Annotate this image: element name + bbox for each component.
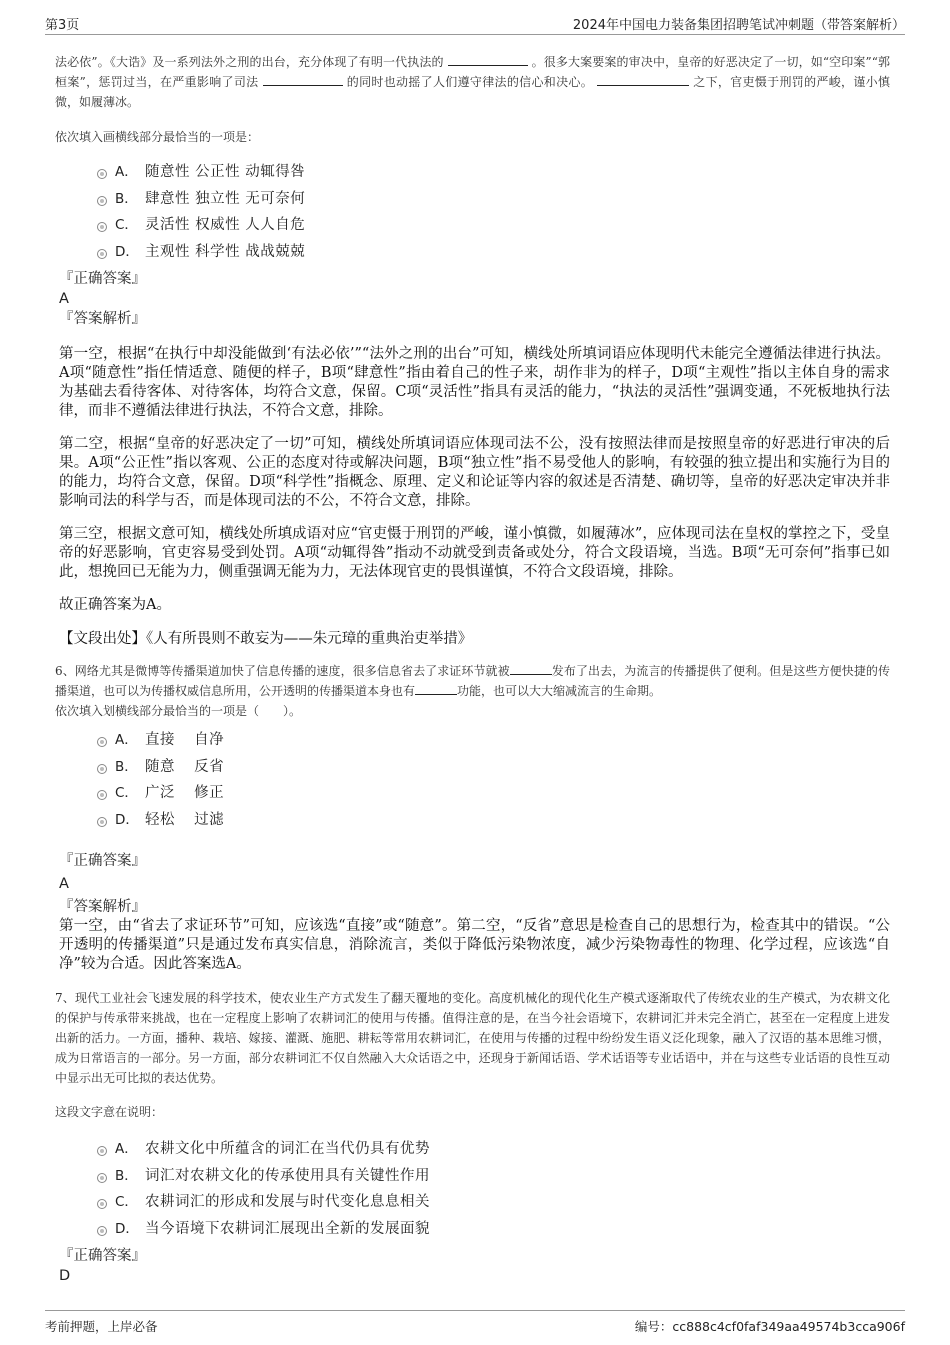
q7-answer: D	[59, 1268, 71, 1284]
page-header	[45, 14, 905, 35]
document-title: 2024年中国电力装备集团招聘笔试冲刺题（带答案解析）	[572, 18, 905, 33]
radio-icon[interactable]	[97, 1173, 107, 1183]
q5-blank-1	[448, 54, 528, 66]
q6-answer-label: 『正确答案』	[59, 853, 146, 869]
q6-analysis: 第一空，由“省去了求证环节”可知，应该选“直接”或“随意”。第二空，“反省”意思是检查自己的思想行为，检查其中的错误。“公开透明的传播渠道”只是通过发布真实信息，消除流言，类似于降低污染物浓度，减少污染物毒性的物理、化学过程，应该选“自净”较为合适。因此答案选A。	[59, 918, 890, 972]
q6-blank-1	[510, 663, 552, 675]
radio-icon[interactable]	[97, 817, 107, 827]
footer-slogan: 考前押题，上岸必备	[45, 1319, 158, 1334]
page-footer	[45, 1310, 905, 1335]
q7-answer-label: 『正确答案』	[59, 1248, 146, 1264]
q6-passage: 6、网络尤其是微博等传播渠道加快了信息传播的速度，很多信息省去了求证环节就被 发布了出去，为流言的传播提供了便利。但是这些方便快捷的传播渠道，也可以为传播权威信息所用，公开透明的传播渠道本身也有 功能，也可以大大缩减流言的生命期。 依次填入划横线部分最恰当的一项是（ ）。	[55, 664, 890, 718]
radio-icon[interactable]	[97, 1146, 107, 1156]
radio-icon[interactable]	[97, 737, 107, 747]
q5-prompt: 依次填入画横线部分最恰当的一项是：	[55, 130, 260, 144]
q5-analysis-paragraph-2: 第二空，根据“皇帝的好恶决定了一切”可知，横线处所填词语应体现司法不公，没有按照法律而是按照皇帝的好恶进行审决的后果。A项“公正性”指以客观、公正的态度对待或解决问题，B项“独立性”指不易受他人的影响，有较强的独立提出和实施行为目的的能力，均符合文意，保留。D项“科学性”指概念、原理、定义和论证等内容的叙述是否清楚、确切等，皇帝的好恶决定审决并非影响司法的科学与否，而是体现司法的不公，不符合文意，排除。	[59, 436, 890, 509]
q7-option-c[interactable]: C． 农耕词汇的形成和发展与时代变化息息相关	[55, 1189, 890, 1216]
radio-icon[interactable]	[97, 222, 107, 232]
q5-passage: 法必依”。《大诰》及一系列法外之刑的出台，充分体现了有明一代执法的 。很多大案要案的审决中，皇帝的好恶决定了一切，如“空印案”“郭桓案”，惩罚过当，在严重影响了司法 的同时也动摇了人们遵守律法的信心和决心。 之下，官吏慑于刑罚的严峻，谨小慎微，如履薄冰。	[55, 55, 890, 109]
q7-option-d[interactable]: D． 当今语境下农耕词汇展现出全新的发展面貌	[55, 1216, 890, 1243]
radio-icon[interactable]	[97, 249, 107, 259]
q6-answer: A	[59, 876, 69, 892]
q5-answer: A	[59, 291, 69, 307]
q5-option-c[interactable]: C． 灵活性 权威性 人人自危	[55, 212, 890, 239]
document-id: 编号：cc888c4cf0faf349aa49574b3cca906f	[634, 1319, 905, 1334]
q7-prompt: 这段文字意在说明：	[55, 1105, 164, 1119]
q5-analysis-paragraph-3: 第三空，根据文意可知，横线处所填成语对应“官吏慑于刑罚的严峻，谨小慎微，如履薄冰”，应体现司法在皇权的掌控之下，受皇帝的好恶影响，官吏容易受到处罚。A项“动辄得咎”指动不动就受到责备或处分，符合文段语境，当选。B项“无可奈何”指事已如此，想挽回已无能为力，侧重强调无能为力，无法体现官吏的畏惧谨慎，不符合文段语境，排除。	[59, 526, 890, 580]
radio-icon[interactable]	[97, 1199, 107, 1209]
q7-option-b[interactable]: B． 词汇对农耕文化的传承使用具有关键性作用	[55, 1163, 890, 1190]
radio-icon[interactable]	[97, 790, 107, 800]
page-number: 第3页	[45, 18, 80, 33]
q6-option-d[interactable]: D． 轻松 过滤	[55, 807, 890, 834]
q5-analysis-label: 『答案解析』	[59, 311, 146, 327]
q5-options	[55, 159, 890, 265]
q5-conclusion: 故正确答案为A。	[59, 597, 171, 613]
q5-option-d[interactable]: D． 主观性 科学性 战战兢兢	[55, 239, 890, 266]
q5-blank-3	[597, 74, 689, 86]
q6-option-b[interactable]: B． 随意 反省	[55, 754, 890, 781]
q5-blank-2	[263, 74, 343, 86]
page-content	[55, 40, 890, 1286]
q6-option-a[interactable]: A． 直接 自净	[55, 727, 890, 754]
radio-icon[interactable]	[97, 1226, 107, 1236]
radio-icon[interactable]	[97, 196, 107, 206]
q7-options	[55, 1136, 890, 1242]
q5-source: 【文段出处】《人有所畏则不敢妄为——朱元璋的重典治吏举措》	[59, 631, 473, 647]
q7-passage: 7、现代工业社会飞速发展的科学技术，使农业生产方式发生了翻天覆地的变化。高度机械化的现代化生产模式逐渐取代了传统农业的生产模式，为农耕文化的保护与传承带来挑战，也在一定程度上影响了农耕词汇的使用与传播。值得注意的是，在当今社会语境下，农耕词汇并未完全消亡，甚至在一定程度上进发出新的活力。一方面，播种、栽培、嫁接、灌溉、施肥、耕耘等常用农耕词汇，在使用与传播的过程中纷纷发生语义泛化现象，融入了汉语的基本思维习惯，成为日常语言的一部分。另一方面，部分农耕词汇不仅自然融入大众话语之中，还现身于新闻话语、学术话语等专业话语中，并在与这些专业话语的良性互动中显示出无可比拟的表达优势。	[55, 991, 890, 1085]
q6-options	[55, 727, 890, 833]
q5-option-a[interactable]: A． 随意性 公正性 动辄得咎	[55, 159, 890, 186]
radio-icon[interactable]	[97, 169, 107, 179]
q6-blank-2	[415, 683, 457, 695]
radio-icon[interactable]	[97, 764, 107, 774]
q7-option-a[interactable]: A． 农耕文化中所蕴含的词汇在当代仍具有优势	[55, 1136, 890, 1163]
q5-analysis-paragraph-1: 第一空，根据“在执行中却没能做到‘有法必依’”“法外之刑的出台”可知，横线处所填词语应体现明代未能完全遵循法律进行执法。A项“随意性”指任情适意、随便的样子，B项“肆意性”指由着自己的性子来，胡作非为的样子，D项“主观性”指以主体自身的需求为基础去看待客体、对待客体，均符合文意，保留。C项“灵活性”指具有灵活的能力，“执法的灵活性”强调变通，不死板地执行法律，而非不遵循法律进行执法，不符合文意，排除。	[59, 346, 890, 419]
q5-option-b[interactable]: B． 肆意性 独立性 无可奈何	[55, 186, 890, 213]
q6-analysis-label: 『答案解析』	[59, 899, 146, 915]
q6-option-c[interactable]: C． 广泛 修正	[55, 780, 890, 807]
q5-answer-label: 『正确答案』	[59, 271, 146, 287]
